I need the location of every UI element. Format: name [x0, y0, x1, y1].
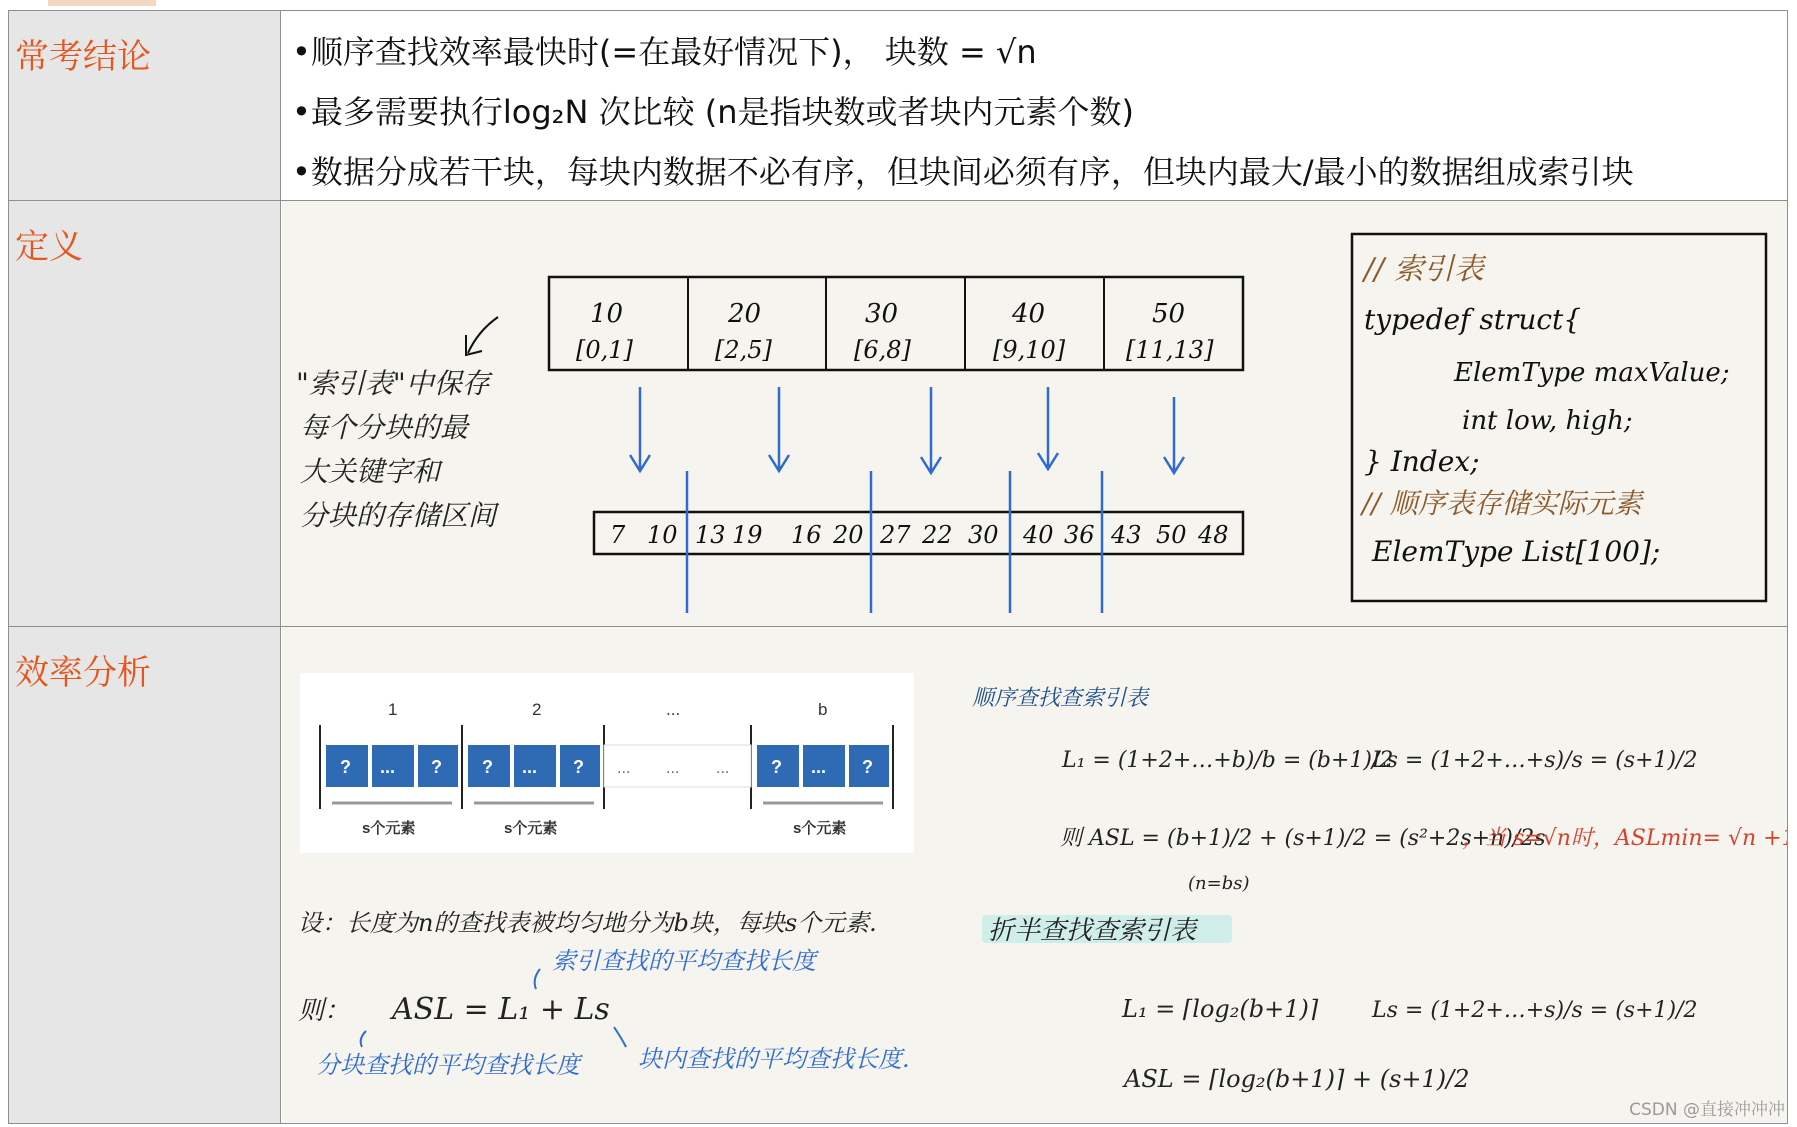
conclusion-line-2: •最多需要执行log₂N 次比较 (n是指块数或者块内元素个数) [292, 93, 1135, 131]
element-value: 7 [610, 521, 626, 549]
cell-symbol: ... [522, 757, 538, 777]
index-key: 50 [1152, 299, 1186, 329]
definition-content [282, 201, 1787, 626]
cell-symbol: ? [431, 757, 442, 777]
notes-table [8, 10, 1788, 1124]
ellipsis: ... [666, 760, 680, 777]
arrow-down-icon [1038, 387, 1058, 469]
efficiency-diagram [282, 627, 1787, 1123]
cell-symbol: ... [811, 757, 827, 777]
conclusion-line-3: •数据分成若干块，每块内数据不必有序，但块间必须有序，但块内最大/最小的数据组成索引块 [292, 153, 1634, 191]
efficiency-content [282, 627, 1787, 1123]
element-value: 40 [1023, 521, 1054, 549]
note-arrow-icon [535, 969, 540, 989]
span-label: s个元素 [362, 820, 416, 837]
element-value: 30 [968, 521, 999, 549]
element-value: 48 [1198, 521, 1229, 549]
element-value: 50 [1156, 521, 1187, 549]
cell-symbol: ? [862, 757, 873, 777]
sequential-title: 顺序查找查索引表 [972, 686, 1149, 711]
binary-title: 折半查找查索引表 [988, 916, 1197, 946]
arrow-down-icon [1164, 397, 1184, 473]
definition-label: 定义 [9, 201, 281, 626]
conclusion-content [282, 11, 1787, 200]
note-line: 每个分块的最 [300, 411, 469, 444]
element-list-box [594, 512, 1243, 554]
efficiency-row [9, 627, 1787, 1123]
code-comment: // 索引表 [1364, 252, 1484, 287]
sequential-cond: (n=bs) [1188, 873, 1250, 894]
element-value: 10 [647, 521, 678, 549]
index-key: 20 [728, 299, 762, 329]
watermark: CSDN @直接冲冲冲 [1629, 1100, 1785, 1120]
arrow-down-icon [630, 387, 650, 471]
code-line: int low, high; [1462, 406, 1633, 436]
bottom-note: 分块查找的平均查找长度 [316, 1051, 580, 1079]
block-header: b [818, 700, 828, 719]
element-value: 43 [1111, 521, 1142, 549]
index-range: [6,8] [854, 336, 911, 364]
asl-formula: ASL = L₁ + Ls [392, 992, 610, 1027]
index-range: [2,5] [715, 336, 772, 364]
block-header: 2 [532, 700, 542, 719]
block-header: 1 [388, 700, 398, 719]
binary-asl: ASL = ⌈log₂(b+1)⌉ + (s+1)/2 [1124, 1065, 1470, 1093]
cell-symbol: ? [482, 757, 493, 777]
note-line: "索引表"中保存 [296, 367, 490, 400]
ls-note: 块内查找的平均查找长度. [638, 1045, 910, 1073]
definition-row [9, 201, 1787, 627]
note-arrow-icon [614, 1027, 626, 1047]
element-values [610, 521, 1229, 549]
code-line: ElemType List[100]; [1372, 535, 1661, 568]
index-key: 10 [590, 299, 624, 329]
ellipsis: ... [716, 760, 730, 777]
index-range: [9,10] [993, 336, 1066, 364]
index-range: [0,1] [576, 336, 633, 364]
binary-ls: Ls = (1+2+…+s)/s = (s+1)/2 [1372, 998, 1698, 1023]
sequential-ls: Ls = (1+2+…+s)/s = (s+1)/2 [1372, 748, 1698, 773]
sequential-when: ，当 s=√n时，ASLmin= √n +1 [1462, 826, 1787, 851]
element-value: 20 [833, 521, 864, 549]
cell-symbol: ... [380, 757, 396, 777]
element-value: 27 [880, 521, 911, 549]
span-label: s个元素 [504, 820, 558, 837]
note-arrow-icon [361, 1031, 366, 1047]
definition-diagram [282, 201, 1787, 625]
note-arrow-icon [466, 317, 498, 355]
pointer-arrows [630, 387, 1184, 473]
element-value: 22 [922, 521, 953, 549]
index-key: 30 [865, 299, 899, 329]
sequential-asl: 则 ASL = (b+1)/2 + (s+1)/2 = (s²+2s+n)/2s [1060, 826, 1546, 851]
code-line: ElemType maxValue; [1454, 358, 1730, 388]
then-label: 则： [298, 996, 351, 1026]
index-range: [11,13] [1126, 336, 1214, 364]
block-header: ... [666, 700, 681, 719]
code-line: typedef struct{ [1364, 303, 1582, 336]
top-accent-bar [48, 0, 156, 6]
cell-symbol: ? [771, 757, 782, 777]
code-line: } Index; [1364, 445, 1480, 478]
index-key: 40 [1012, 299, 1046, 329]
binary-li: L₁ = ⌈log₂(b+1)⌉ [1122, 995, 1319, 1023]
li-note: 索引查找的平均查找长度 [552, 947, 816, 975]
arrow-down-icon [921, 387, 941, 473]
conclusion-label: 常考结论 [9, 11, 281, 200]
ellipsis: ... [617, 760, 631, 777]
cell-symbol: ? [573, 757, 584, 777]
note-line: 分块的存储区间 [300, 499, 497, 532]
premise-text: 设：长度为n的查找表被均匀地分为b块，每块s个元素. [298, 909, 877, 937]
note-line: 大关键字和 [300, 455, 441, 488]
code-comment: // 顺序表存储实际元素 [1362, 487, 1642, 520]
element-value: 36 [1064, 521, 1095, 549]
element-value: 16 [791, 521, 822, 549]
index-note [296, 367, 500, 532]
efficiency-label: 效率分析 [9, 627, 281, 1123]
conclusion-row [9, 11, 1787, 201]
element-value: 19 [732, 521, 763, 549]
arrow-down-icon [769, 387, 789, 471]
conclusion-line-1: •顺序查找效率最快时(=在最好情况下)， 块数 = √n [292, 33, 1037, 71]
cell-symbol: ? [340, 757, 351, 777]
sequential-li: L₁ = (1+2+…+b)/b = (b+1)/2 [1062, 748, 1394, 773]
span-label: s个元素 [793, 820, 847, 837]
element-value: 13 [695, 521, 726, 549]
